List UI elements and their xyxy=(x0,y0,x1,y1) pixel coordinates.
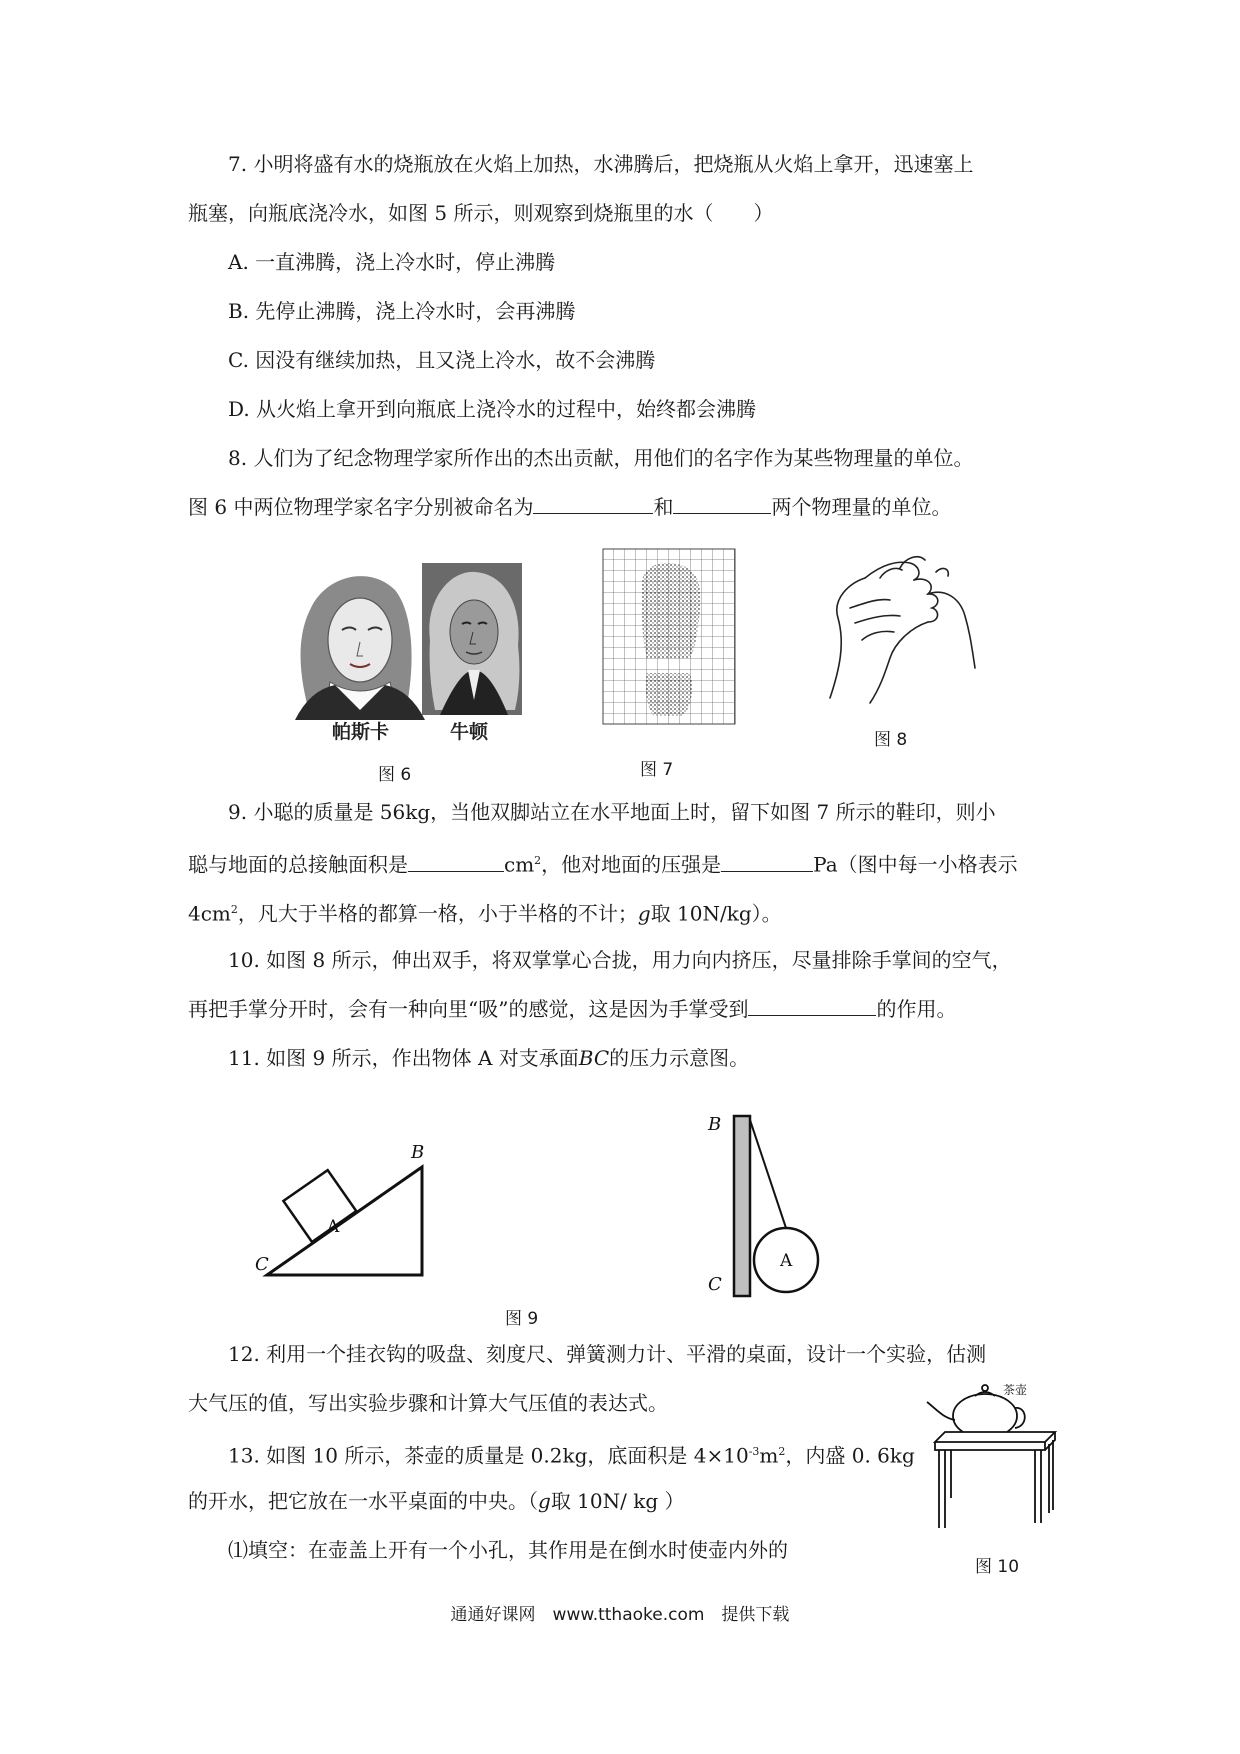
q13-line2b: 取 10N/ kg ） xyxy=(550,1489,685,1513)
figure-6-portraits xyxy=(290,560,530,770)
q10-line2 xyxy=(188,995,956,1023)
q7-option-d: D. 从火焰上拿开到向瓶底上浇冷水的过程中，始终都会沸腾 xyxy=(228,397,757,421)
q13-line1b: m xyxy=(759,1443,779,1468)
fig10-caption: 图 10 xyxy=(975,1557,1020,1577)
q10-line1: 10. 如图 8 所示，伸出双手，将双掌掌心合拢，用力向内挤压，尽量排除手掌间的空气， xyxy=(228,948,1012,972)
q13-sup-exp: -3 xyxy=(748,1445,760,1458)
q9-line2b: cm xyxy=(504,852,535,877)
q8-line1: 8. 人们为了纪念物理学家所作出的杰出贡献，用他们的名字作为某些物理量的单位。 xyxy=(228,446,974,470)
q9-line2c: ，他对地面的压强是 xyxy=(541,852,722,877)
q9-line1: 9. 小聪的质量是 56kg，当他双脚站立在水平地面上时，留下如图 7 所示的鞋印，则小 xyxy=(228,800,996,824)
figure-8-hands xyxy=(810,548,980,710)
figure-9-incline xyxy=(255,1140,435,1280)
q7-option-c: C. 因没有继续加热，且又浇上冷水，故不会沸腾 xyxy=(228,348,656,372)
q9-line2 xyxy=(188,847,1018,879)
shoeprint-front xyxy=(642,563,701,658)
fig6-name-pascal: 帕斯卡 xyxy=(332,721,390,743)
q11-bc: BC xyxy=(578,1046,610,1070)
q8-blank-1[interactable] xyxy=(533,493,653,514)
label-c-wall: C xyxy=(708,1274,722,1295)
label-c-incline: C xyxy=(255,1254,269,1275)
q8-line2c: 两个物理量的单位。 xyxy=(771,495,952,519)
q13-sup-sq: 2 xyxy=(778,1445,786,1458)
q7-option-b: B. 先停止沸腾，浇上冷水时，会再沸腾 xyxy=(228,299,576,323)
q8-blank-2[interactable] xyxy=(673,493,771,514)
label-b-incline: B xyxy=(411,1142,425,1163)
q9-sup-b: 2 xyxy=(230,903,238,916)
q7-option-a: A. 一直沸腾，浇上冷水时，停止沸腾 xyxy=(228,250,556,274)
q7-line2: 瓶塞，向瓶底浇冷水，如图 5 所示，则观察到烧瓶里的水（ ） xyxy=(188,201,774,225)
q12-line2: 大气压的值，写出实验步骤和计算大气压值的表达式。 xyxy=(188,1391,668,1415)
incline-triangle xyxy=(267,1167,422,1275)
q13-line2 xyxy=(188,1487,685,1515)
q13-g-symbol: g xyxy=(538,1489,551,1513)
q9-line2d: Pa（图中每一小格表示 xyxy=(813,852,1018,877)
table-top xyxy=(935,1432,1055,1442)
teapot-spout xyxy=(927,1402,955,1420)
q13-line1a: 13. 如图 10 所示，茶壶的质量是 0.2kg，底面积是 4×10 xyxy=(228,1443,749,1468)
q11-line1 xyxy=(228,1044,749,1072)
block-a xyxy=(283,1170,356,1242)
q11-line1a: 11. 如图 9 所示，作出物体 A 对支承面 xyxy=(228,1046,579,1070)
q10-blank[interactable] xyxy=(748,995,876,1016)
fig8-caption: 图 8 xyxy=(874,730,908,750)
figure-9-wall-ball xyxy=(700,1100,830,1300)
q9-blank-area[interactable] xyxy=(408,851,504,872)
q9-line3 xyxy=(188,896,782,928)
figure-7-shoeprint-grid xyxy=(602,548,737,726)
q13-line1c: ，内盛 0. 6kg xyxy=(785,1443,915,1468)
q9-line2a: 聪与地面的总接触面积是 xyxy=(188,852,408,877)
q9-g-symbol: g xyxy=(637,901,651,926)
q9-line3b: ，凡大于半格的都算一格，小于半格的不计； xyxy=(237,901,638,926)
block-a-label: A xyxy=(327,1217,340,1237)
q8-line2 xyxy=(188,493,951,521)
q8-line2a: 图 6 中两位物理学家名字分别被命名为 xyxy=(188,495,534,519)
ball-a-label: A xyxy=(780,1251,793,1271)
q12-line1: 12. 利用一个挂衣钩的吸盘、刻度尺、弹簧测力计、平滑的桌面，设计一个实验，估测 xyxy=(228,1342,987,1366)
q11-line1c: 的压力示意图。 xyxy=(609,1046,750,1070)
q10-line2a: 再把手掌分开时，会有一种向里“吸”的感觉，这是因为手掌受到 xyxy=(188,997,749,1021)
q9-line3a: 4cm xyxy=(188,901,231,926)
fig10-label-teapot: 茶壶 xyxy=(1003,1383,1028,1397)
q13-line2a: 的开水，把它放在一水平桌面的中央。（ xyxy=(188,1489,538,1513)
q7-line1: 7. 小明将盛有水的烧瓶放在火焰上加热，水沸腾后，把烧瓶从火焰上拿开，迅速塞上 xyxy=(228,152,974,176)
q9-sup-a: 2 xyxy=(534,854,542,867)
label-b-wall: B xyxy=(708,1114,722,1135)
q10-line2b: 的作用。 xyxy=(876,997,957,1021)
table-leg xyxy=(939,1450,945,1528)
figure-10-teapot-table xyxy=(915,1378,1065,1538)
q13-line1 xyxy=(228,1438,915,1470)
fig6-caption: 图 6 xyxy=(378,765,412,785)
newton-portrait xyxy=(422,563,522,715)
footer-source: 通通好课网 www.tthaoke.com 提供下载 xyxy=(450,1605,790,1625)
fig6-name-newton: 牛顿 xyxy=(450,721,489,743)
shoeprint-heel xyxy=(646,673,692,716)
q9-line3c: 取 10N/kg）。 xyxy=(650,901,782,926)
q8-line2b: 和 xyxy=(653,495,674,519)
wall-bc xyxy=(734,1116,750,1296)
fig7-caption: 图 7 xyxy=(640,760,674,780)
string xyxy=(750,1120,786,1228)
q13-line3: ⑴填空：在壶盖上开有一个小孔，其作用是在倒水时使壶内外的 xyxy=(228,1538,788,1562)
fig9-caption: 图 9 xyxy=(505,1309,539,1329)
q9-blank-pressure[interactable] xyxy=(721,851,813,872)
pascal-portrait xyxy=(295,576,425,720)
